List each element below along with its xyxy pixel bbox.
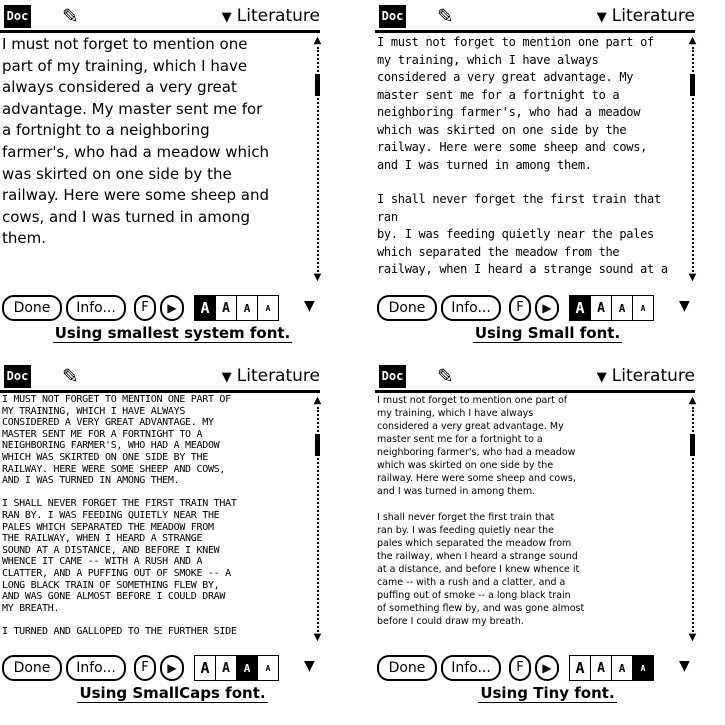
scroll-down-arrow-icon[interactable]: ▼ — [313, 272, 322, 283]
title-divider — [0, 390, 320, 393]
button-bar — [377, 295, 702, 321]
scroll-up-arrow-icon[interactable]: ▲ — [688, 395, 697, 406]
title-bar — [379, 5, 695, 30]
info-button[interactable]: Info... — [66, 655, 126, 681]
font-size-3-button[interactable]: A — [612, 656, 633, 680]
font-size-selector — [194, 655, 279, 681]
menu-arrow-icon[interactable]: ▼ — [304, 298, 315, 314]
play-icon[interactable]: ▶ — [535, 655, 559, 681]
paragraph: I SHALL NEVER FORGET THE FIRST TRAIN THAT RAN BY. I WAS FEEDING QUIETLY NEAR THE PALES WHICH SEPARATED THE MEADOW FROM THE RAILWAY, WHEN I HEARD A STRANGE SOUND AT A DISTANCE, AND BEFORE I KNEW WHENCE IT CAME -- WITH A RUSH AND A CLATTER, AND A PUFFING OUT OF SMOKE -- A LONG BLACK TRAIN OF SOMETHING FLEW BY, AND WAS GONE ALMOST BEFORE I COULD DRAW MY BREATH. — [2, 498, 237, 614]
category-picker[interactable] — [597, 365, 695, 389]
document-text — [2, 394, 307, 641]
pencil-icon[interactable]: ✎ — [437, 364, 454, 388]
font-size-selector — [194, 295, 279, 321]
font-size-selector — [569, 655, 654, 681]
category-label: Literature — [611, 6, 695, 26]
title-divider — [375, 390, 695, 393]
done-button[interactable]: Done — [377, 295, 437, 321]
category-label: Literature — [611, 366, 695, 386]
font-size-4-button[interactable]: A — [258, 296, 278, 320]
category-picker[interactable] — [222, 365, 320, 389]
dropdown-arrow-icon: ▼ — [596, 370, 607, 385]
app-title-tab[interactable]: Doc — [4, 365, 31, 388]
font-size-3-button[interactable]: A — [237, 656, 258, 680]
font-button[interactable]: F — [509, 655, 531, 681]
screen-smallcaps-font — [0, 360, 345, 720]
menu-arrow-icon[interactable]: ▼ — [679, 298, 690, 314]
font-button[interactable]: F — [134, 655, 156, 681]
play-icon[interactable]: ▶ — [160, 295, 184, 321]
caption — [375, 684, 720, 702]
scroll-thumb[interactable] — [690, 434, 695, 456]
category-label: Literature — [236, 366, 320, 386]
scroll-up-arrow-icon[interactable]: ▲ — [313, 35, 322, 46]
paragraph: I must not forget to mention one part of my training, which I have always considered a very great advantage. My master sent me for a fortnight to a neighboring farmer's, who had a meadow which was skirted on one side by the railway. Here were some sheep and cows, and I was turned in among them. — [377, 395, 576, 497]
app-title-tab[interactable]: Doc — [379, 5, 406, 28]
done-button[interactable]: Done — [2, 655, 62, 681]
title-bar — [4, 5, 320, 30]
title-divider — [0, 30, 320, 33]
done-button[interactable]: Done — [377, 655, 437, 681]
paragraph: I must not forget to mention one part of my training, which I have always considered a very great advantage. My master sent me for a fortnight to a neighboring farmer's, who had a meadow which was skirted on one side by the railway. Here were some sheep and cows, and I was turned in among them. — [377, 35, 654, 172]
scroll-down-arrow-icon[interactable]: ▼ — [313, 632, 322, 643]
caption — [0, 684, 345, 702]
font-size-4-button[interactable]: A — [633, 656, 653, 680]
font-size-1-button[interactable]: A — [195, 296, 216, 320]
scrollbar[interactable] — [312, 36, 323, 283]
font-size-2-button[interactable]: A — [591, 656, 612, 680]
dropdown-arrow-icon: ▼ — [221, 10, 232, 25]
paragraph: I must not forget to mention one part of my training, which I have always considered a very great advantage. My master sent me for a fortnight to a neighboring farmer's, who had a meadow which was skirted on one side by the railway. Here were some sheep and cows, and I was turned in among them. — [2, 35, 269, 248]
info-button[interactable]: Info... — [66, 295, 126, 321]
scrollbar[interactable] — [687, 396, 698, 643]
caption — [0, 324, 345, 342]
font-size-4-button[interactable]: A — [633, 296, 653, 320]
button-bar — [377, 655, 702, 681]
font-size-1-button[interactable]: A — [570, 656, 591, 680]
screen-smallest-system-font — [0, 0, 345, 360]
paragraph: I shall never forget the first train that ran by. I was feeding quietly near the pales which separated the meadow from the railway, when I heard a strange sound at a distance, and before I knew whence it came -- with a rush and a clatter, and a puffing out of smoke -- a long black train of something flew by, and was gone almost before I could draw my breath. — [377, 512, 585, 627]
document-text — [2, 34, 307, 281]
caption-text: Using Small font. — [474, 324, 621, 342]
scroll-down-arrow-icon[interactable]: ▼ — [688, 632, 697, 643]
font-size-1-button[interactable]: A — [195, 656, 216, 680]
document-text — [377, 34, 682, 281]
caption-text: Using smallest system font. — [54, 324, 291, 342]
scroll-thumb[interactable] — [690, 74, 695, 96]
font-size-3-button[interactable]: A — [237, 296, 258, 320]
screen-tiny-font — [375, 360, 720, 720]
font-button[interactable]: F — [509, 295, 531, 321]
paragraph: I MUST NOT FORGET TO MENTION ONE PART OF MY TRAINING, WHICH I HAVE ALWAYS CONSIDERED A VERY GREAT ADVANTAGE. MY MASTER SENT ME FOR A FORTNIGHT TO A NEIGHBORING FARMER'S, WHO HAD A MEADOW WHICH WAS SKIRTED ON ONE SIDE BY THE RAILWAY. HERE WERE SOME SHEEP AND COWS, AND I WAS TURNED IN AMONG THEM. — [2, 394, 231, 487]
play-icon[interactable]: ▶ — [160, 655, 184, 681]
caption — [375, 324, 720, 342]
font-button[interactable]: F — [134, 295, 156, 321]
info-button[interactable]: Info... — [441, 295, 501, 321]
font-size-4-button[interactable]: A — [258, 656, 278, 680]
font-size-2-button[interactable]: A — [216, 296, 237, 320]
font-size-3-button[interactable]: A — [612, 296, 633, 320]
done-button[interactable]: Done — [2, 295, 62, 321]
title-divider — [375, 30, 695, 33]
font-size-2-button[interactable]: A — [216, 656, 237, 680]
paragraph: I shall never forget the first train that ran by. I was feeding quietly near the pales which separated the meadow from the railway, when I heard a strange sound at a — [377, 192, 668, 276]
menu-arrow-icon[interactable]: ▼ — [304, 658, 315, 674]
dropdown-arrow-icon: ▼ — [221, 370, 232, 385]
scrollbar[interactable] — [312, 396, 323, 643]
info-button[interactable]: Info... — [441, 655, 501, 681]
category-picker[interactable] — [222, 5, 320, 29]
font-size-2-button[interactable]: A — [591, 296, 612, 320]
scroll-thumb[interactable] — [315, 74, 320, 96]
scrollbar[interactable] — [687, 36, 698, 283]
play-icon[interactable]: ▶ — [535, 295, 559, 321]
font-size-selector — [569, 295, 654, 321]
button-bar — [2, 655, 327, 681]
caption-text: Using SmallCaps font. — [79, 684, 266, 702]
dropdown-arrow-icon: ▼ — [596, 10, 607, 25]
scroll-up-arrow-icon[interactable]: ▲ — [688, 35, 697, 46]
caption-text: Using Tiny font. — [480, 684, 615, 702]
title-bar — [4, 365, 320, 390]
scroll-thumb[interactable] — [315, 434, 320, 456]
font-size-1-button[interactable]: A — [570, 296, 591, 320]
scroll-down-arrow-icon[interactable]: ▼ — [688, 272, 697, 283]
app-title-tab[interactable]: Doc — [379, 365, 406, 388]
screen-small-font — [375, 0, 720, 360]
category-picker[interactable] — [597, 5, 695, 29]
pencil-icon[interactable]: ✎ — [437, 4, 454, 28]
pencil-icon[interactable]: ✎ — [62, 364, 79, 388]
button-bar — [2, 295, 327, 321]
title-bar — [379, 365, 695, 390]
paragraph: I TURNED AND GALLOPED TO THE FURTHER SIDE — [2, 625, 237, 637]
scroll-up-arrow-icon[interactable]: ▲ — [313, 395, 322, 406]
app-title-tab[interactable]: Doc — [4, 5, 31, 28]
menu-arrow-icon[interactable]: ▼ — [679, 658, 690, 674]
pencil-icon[interactable]: ✎ — [62, 4, 79, 28]
category-label: Literature — [236, 6, 320, 26]
document-text — [377, 394, 682, 641]
